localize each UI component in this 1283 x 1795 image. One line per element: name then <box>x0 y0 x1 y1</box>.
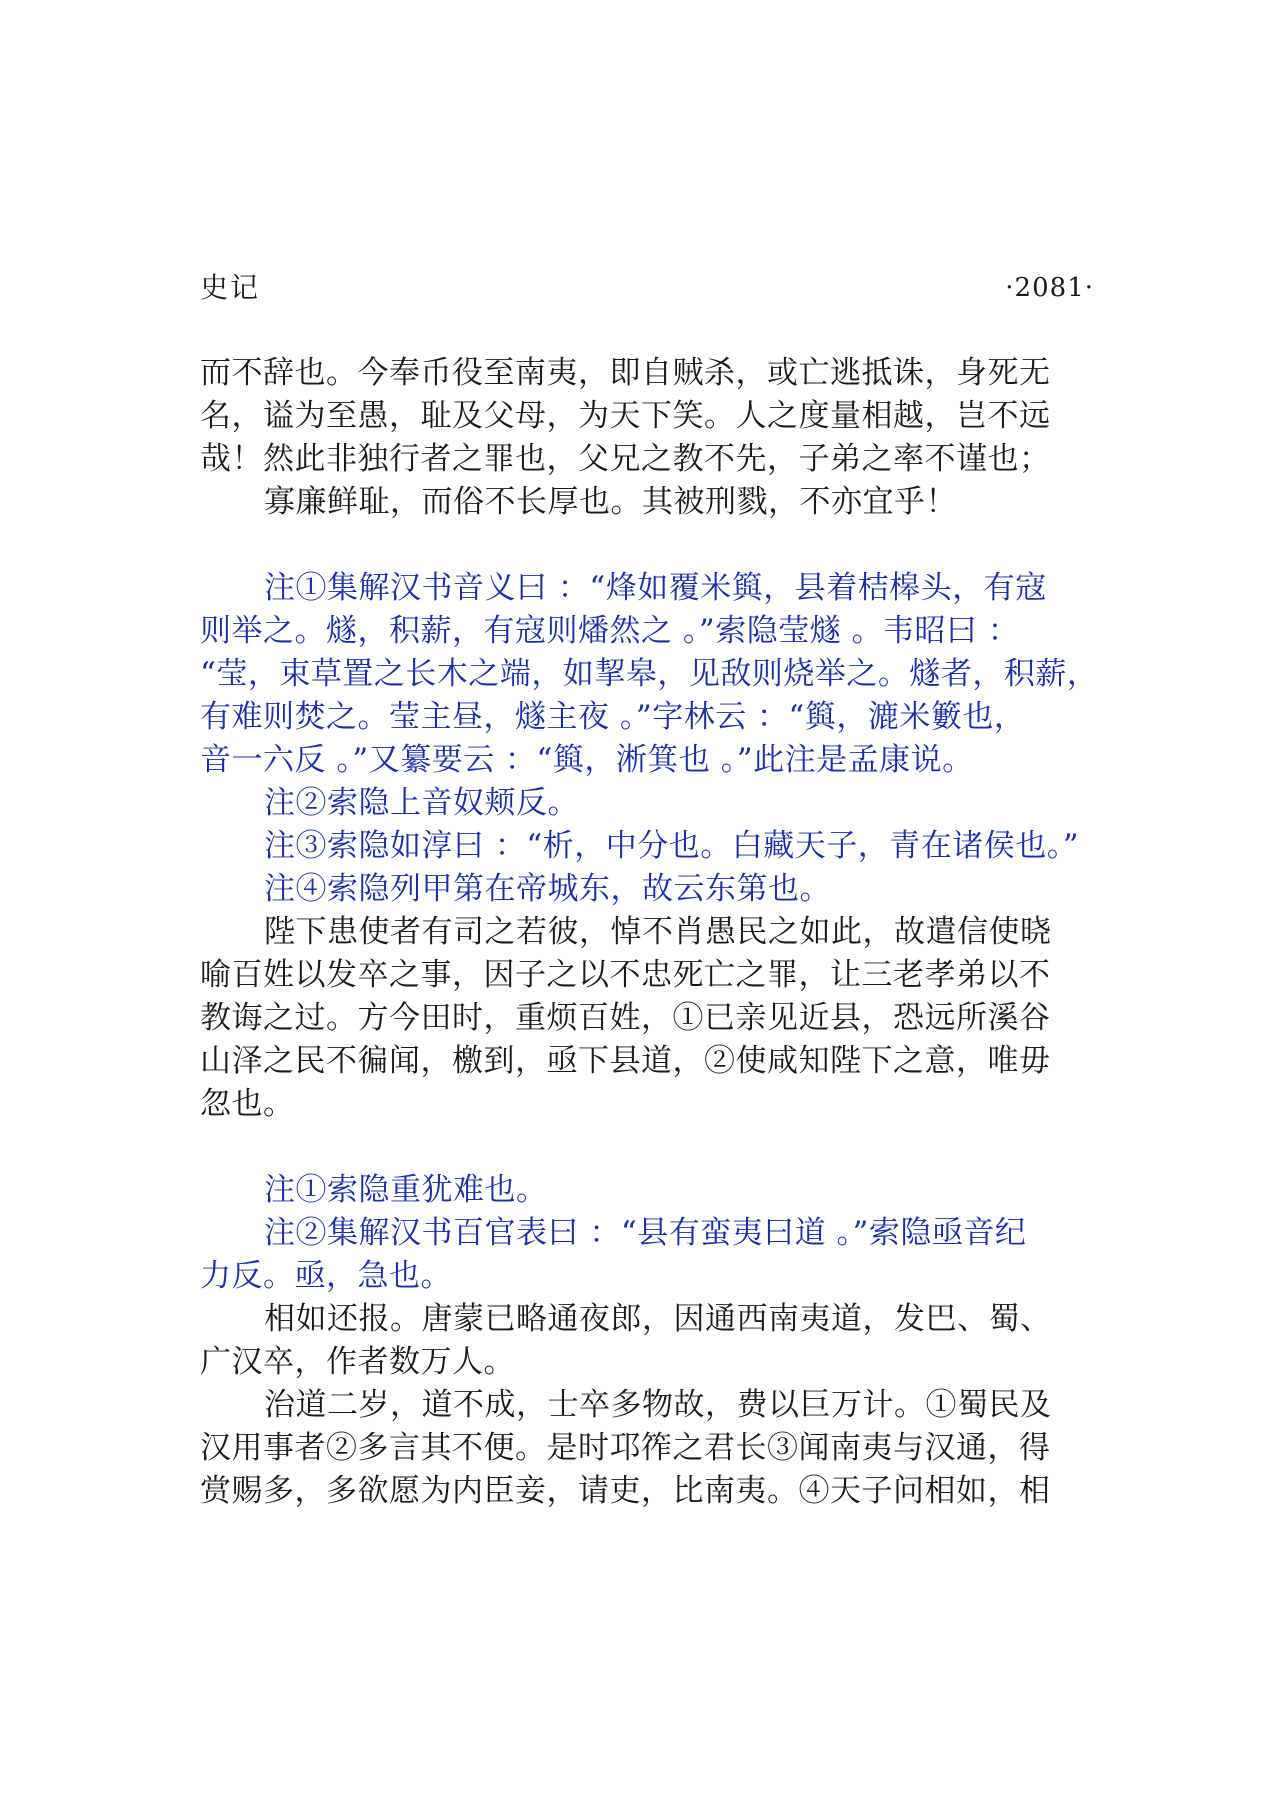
annotation-line: “莹，束草置之长木之端，如挈皋，见敌则烧举之。燧者，积薪， <box>200 656 1099 692</box>
annotation-line: 注②索隐上音奴颊反。 <box>264 785 579 821</box>
page-number: ·2081· <box>1005 273 1094 303</box>
text-line: 赏赐多，多欲愿为内臣妾，请吏，比南夷。④天子问相如，相 <box>200 1473 1051 1509</box>
annotation-line: 有难则焚之。莹主昼，燧主夜 。”字林云 ：“籅，漉米籔也， <box>200 699 1026 735</box>
text-line: 陛下患使者有司之若彼，悼不肖愚民之如此，故遣信使晓 <box>264 914 1052 950</box>
text-line: 名，谥为至愚，耻及父母，为天下笑。人之度量相越，岂不远 <box>200 398 1051 434</box>
text-line: 寡廉鲜耻，而俗不长厚也。其被刑戮，不亦宜乎！ <box>264 484 957 520</box>
text-line: 广汉卒，作者数万人。 <box>200 1344 515 1380</box>
annotation-line: 注①集解汉书音义曰 ：“烽如覆米籅，县着桔槔头，有寇 <box>264 570 1047 606</box>
text-line: 哉！然此非独行者之罪也，父兄之教不先，子弟之率不谨也； <box>200 441 1051 477</box>
page-header <box>200 268 1094 308</box>
text-line: 而不辞也。今奉币役至南夷，即自贼杀，或亡逃抵诛，身死无 <box>200 355 1051 391</box>
text-line: 山泽之民不徧闻，檄到，亟下县道，②使咸知陛下之意，唯毋 <box>200 1043 1051 1079</box>
annotation-line: 力反。亟，急也。 <box>200 1258 452 1294</box>
annotation-line: 则举之。燧，积薪，有寇则燔然之 。”索隐莹燧 。韦昭曰 ： <box>200 613 1020 649</box>
text-line: 教诲之过。方今田时，重烦百姓，①已亲见近县，恐远所溪谷 <box>200 1000 1051 1036</box>
body-text <box>200 352 1099 1513</box>
paragraph-gap <box>200 524 1094 567</box>
annotation-line: 注④索隐列甲第在帝城东，故云东第也。 <box>264 871 831 907</box>
text-line: 相如还报。唐蒙已略通夜郎，因通西南夷道，发巴、蜀、 <box>264 1301 1052 1337</box>
text-line: 喻百姓以发卒之事，因子之以不忠死亡之罪，让三老孝弟以不 <box>200 957 1051 993</box>
annotation-line: 音一六反 。”又纂要云 ：“籅，淅箕也 。”此注是孟康说。 <box>200 742 974 778</box>
book-title: 史记 <box>200 271 261 304</box>
annotation-line: 注②集解汉书百官表曰 ：“县有蛮夷曰道 。”索隐亟音纪 <box>264 1215 1027 1251</box>
annotation-line: 注①索隐重犹难也。 <box>264 1172 548 1208</box>
annotation-line: 注③索隐如淳曰 ：“析，中分也。白藏天子，青在诸侯也。” <box>264 828 1080 864</box>
text-line: 治道二岁，道不成，士卒多物故，费以巨万计。①蜀民及 <box>264 1387 1052 1423</box>
text-line: 汉用事者②多言其不便。是时邛筰之君长③闻南夷与汉通，得 <box>200 1430 1051 1466</box>
text-line: 忽也。 <box>200 1086 295 1122</box>
paragraph-gap <box>200 1126 1094 1169</box>
